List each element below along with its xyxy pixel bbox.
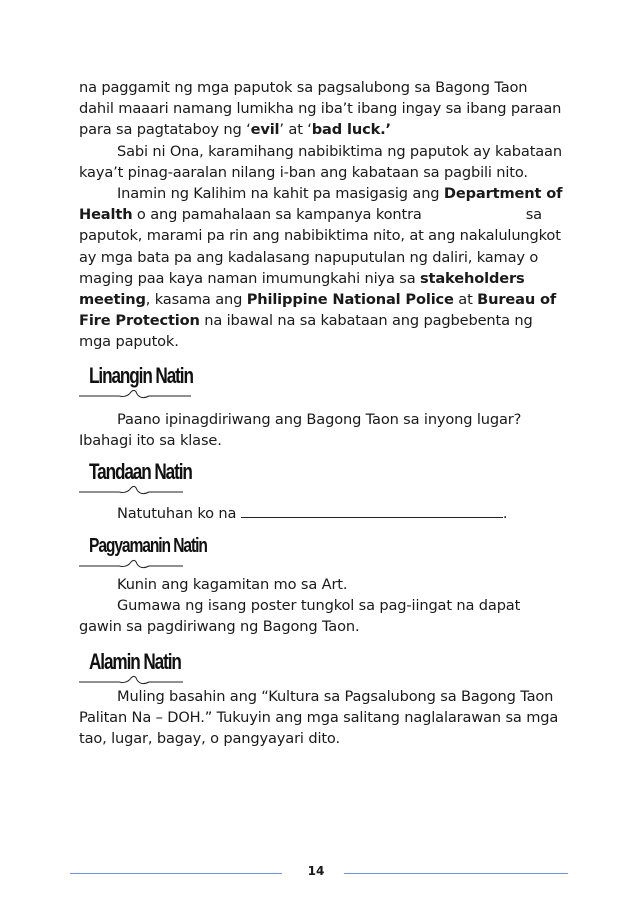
intro-paragraph-2: Sabi ni Ona, karamihang nabibiktima ng paputok ay kabataan kaya’t pinag-aaralan nilang i-ban ang kabataan sa pagbili nito. [79,142,562,181]
page-number: 14 [307,864,325,878]
heading-underline-icon [79,672,199,686]
answer-blank[interactable] [241,503,503,518]
alamin-paragraph: Muling basahin ang “Kultura sa Pagsalubong sa Bagong Taon Palitan Na – DOH.” Tukuyin ang mga salitang naglalarawan sa mga tao, lugar, bagay, o pangyayari dito. [79,688,559,748]
tandaan-natin-title: Tandaan Natin [89,459,192,484]
bfp-term: Bureau of Fire Protection [79,291,557,330]
p3-gap-word: sa [525,206,542,224]
doh-term: Department of Health [79,185,563,224]
intro-paragraph-1 [79,77,565,141]
tandaan-text-a: Natutuhan ko na [117,505,241,522]
intro-text [79,77,565,353]
evil-term: evil [250,121,280,139]
linangin-text [79,409,565,451]
heading-underline-icon [79,386,199,400]
pagyamanin-natin-title: Pagyamanin Natin [89,535,207,557]
intro-paragraph-3 [79,183,565,353]
tandaan-paragraph [79,503,565,524]
p3-text-e: at [453,291,478,309]
tandaan-natin-heading [79,458,209,496]
linangin-paragraph: Paano ipinagdiriwang ang Bagong Taon sa inyong lugar? Ibahagi ito sa klase. [79,411,522,450]
p1-text-a: na paggamit ng mga paputok sa pagsalubong sa Bagong Taon dahil maaari namang lumikha ng iba’t ibang ingay sa ibang paraan para sa pagtataboy ng ‘ [79,79,562,139]
footer-line-left [70,873,282,874]
pagyamanin-natin-heading [79,532,209,570]
bad-luck-term: bad luck.’ [311,121,391,139]
p3-text-a: Inamin ng Kalihim na kahit pa masigasig ang [117,185,444,203]
alamin-text [79,686,565,750]
pnp-term: Philippine National Police [246,291,454,309]
p3-text-f: na ibawal na sa kabataan ang pagbebenta ng mga paputok. [79,312,533,351]
p3-text-d: , kasama ang [145,291,247,309]
pagyamanin-text [79,574,565,638]
pagyamanin-paragraph-1: Kunin ang kagamitan mo sa Art. [117,576,348,593]
p3-text-b: o ang pamahalaan sa kampanya kontra [132,206,422,224]
heading-underline-icon [79,556,199,570]
tandaan-text-b: . [502,505,508,522]
alamin-natin-heading [79,648,209,686]
footer-line-right [344,873,568,874]
tandaan-text [79,503,565,524]
pagyamanin-paragraph-2: Gumawa ng isang poster tungkol sa pag-iingat na dapat gawin sa pagdiriwang ng Bagong Taon. [79,597,521,636]
heading-underline-icon [79,482,199,496]
stakeholders-term: stakeholders meeting [79,269,525,309]
p1-text-b: ’ at ‘ [279,121,312,139]
alamin-natin-title: Alamin Natin [89,649,181,674]
p3-text-c: paputok, marami pa rin ang nabibiktima nito, at ang nakalulungkot ay mga bata pa ang kadalasang napuputulan ng daliri, kamay o maging paa kaya naman imumungkahi niya sa [79,227,561,287]
linangin-natin-title: Linangin Natin [89,363,193,388]
linangin-natin-heading [79,362,209,400]
